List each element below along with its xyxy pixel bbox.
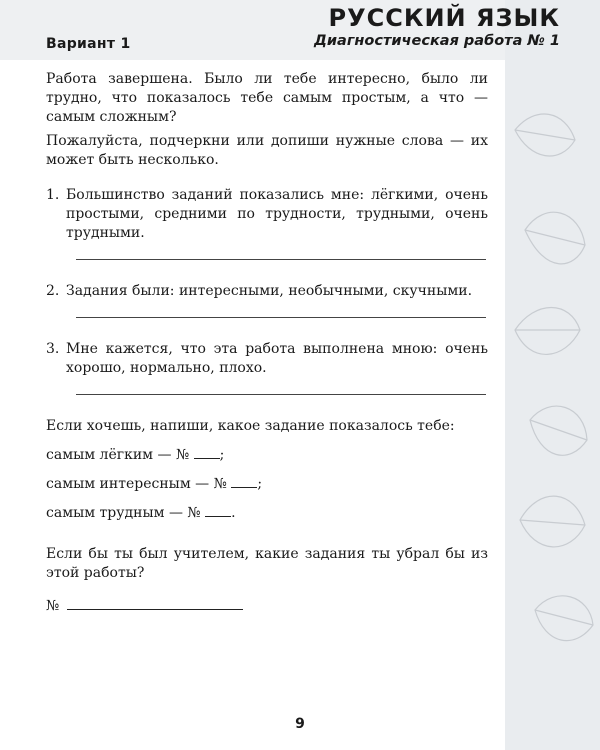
choice-intro: Если хочешь, напиши, какое задание показалось тебе: (46, 418, 455, 434)
question-text: Большинство заданий показались мне: лёгкими, очень простыми, средними по трудности, трудными, очень трудными. (66, 187, 488, 241)
intro-paragraph-1: Работа завершена. Было ли тебе интересно, было ли трудно, что показалось тебе самым простым, а что — самым сложным? (46, 71, 488, 125)
choice-easiest-label: самым лёгким — № (46, 447, 190, 463)
page-number: 9 (295, 716, 305, 732)
subject-title: РУССКИЙ ЯЗЫК (328, 4, 560, 32)
choice-interesting-row (46, 475, 488, 494)
question-number: 1. (46, 187, 60, 203)
choice-easiest-row (46, 446, 488, 465)
answer-line-2[interactable] (76, 317, 486, 318)
choice-easiest-blank[interactable] (194, 446, 220, 459)
question-1 (46, 186, 488, 243)
question-text: Мне кажется, что эта работа выполнена мною: очень хорошо, нормально, плохо. (66, 341, 488, 376)
teacher-number-label: № (46, 598, 60, 614)
question-3 (46, 340, 488, 378)
question-number: 2. (46, 283, 60, 299)
question-text: Задания были: интересными, необычными, скучными. (66, 283, 473, 299)
choice-interesting-blank[interactable] (231, 475, 257, 488)
choice-interesting-label: самым интересным — № (46, 476, 227, 492)
teacher-question: Если бы ты был учителем, какие задания ты убрал бы из этой работы? (46, 546, 488, 581)
choice-hardest-blank[interactable] (205, 504, 231, 517)
work-title: Диагностическая работа № 1 (313, 33, 560, 49)
question-number: 3. (46, 341, 60, 357)
choice-hardest-end: . (231, 505, 236, 521)
question-2 (46, 282, 488, 301)
choice-hardest-row (46, 504, 488, 523)
variant-label: Вариант 1 (46, 36, 131, 52)
answer-line-3[interactable] (76, 394, 486, 395)
choice-hardest-label: самым трудным — № (46, 505, 201, 521)
worksheet-body (46, 70, 488, 616)
teacher-answer-line[interactable] (67, 597, 243, 610)
intro-paragraph-2: Пожалуйста, подчеркни или допиши нужные слова — их может быть несколько. (46, 133, 488, 168)
choice-easiest-end: ; (219, 447, 225, 463)
teacher-answer-row (46, 597, 488, 616)
leaf-pattern-icon (505, 0, 600, 750)
decorative-side-strip (505, 0, 600, 750)
answer-line-1[interactable] (76, 259, 486, 260)
choice-interesting-end: ; (257, 476, 263, 492)
